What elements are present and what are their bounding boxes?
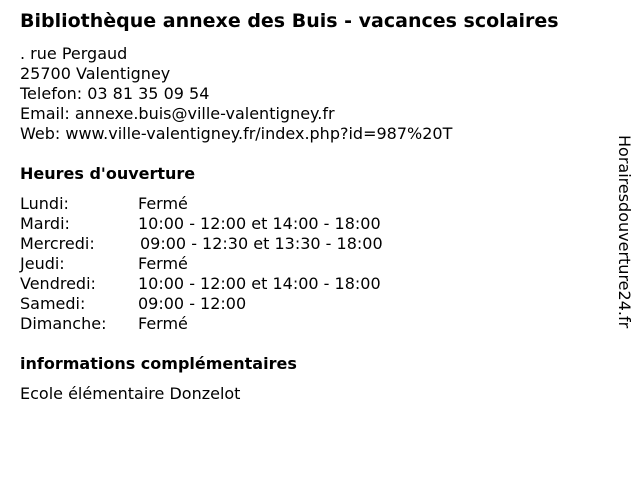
time-value: Fermé <box>138 254 188 273</box>
additional-info-heading: informations complémentaires <box>20 354 297 373</box>
address-city: 25700 Valentigney <box>20 64 171 83</box>
watermark <box>611 135 637 370</box>
day-label: Dimanche: <box>20 314 107 333</box>
day-label: Mercredi: <box>20 234 95 253</box>
website-url: Web: www.ville-valentigney.fr/index.php?id=987%20T <box>20 124 453 143</box>
time-value: 10:00 - 12:00 et 14:00 - 18:00 <box>138 274 381 293</box>
hours-row-friday <box>20 274 440 294</box>
email-address: Email: annexe.buis@ville-valentigney.fr <box>20 104 335 123</box>
contact-block <box>20 44 452 144</box>
page-title: Bibliothèque annexe des Buis - vacances scolaires <box>20 10 559 32</box>
hours-row-monday <box>20 194 440 214</box>
opening-hours-table <box>20 194 440 334</box>
time-value: Fermé <box>138 194 188 213</box>
hours-row-saturday <box>20 294 440 314</box>
day-label: Mardi: <box>20 214 70 233</box>
time-value: 09:00 - 12:30 et 13:30 - 18:00 <box>140 234 383 253</box>
additional-info-text: Ecole élémentaire Donzelot <box>20 384 241 403</box>
hours-row-tuesday <box>20 214 440 234</box>
hours-row-wednesday <box>20 234 440 254</box>
phone-number: Telefon: 03 81 35 09 54 <box>20 84 210 103</box>
time-value: Fermé <box>138 314 188 333</box>
time-value: 09:00 - 12:00 <box>138 294 247 313</box>
day-label: Jeudi: <box>20 254 65 273</box>
opening-hours-heading: Heures d'ouverture <box>20 164 196 183</box>
hours-row-sunday <box>20 314 440 334</box>
day-label: Lundi: <box>20 194 69 213</box>
time-value: 10:00 - 12:00 et 14:00 - 18:00 <box>138 214 381 233</box>
address-street: . rue Pergaud <box>20 44 128 63</box>
day-label: Samedi: <box>20 294 86 313</box>
day-label: Vendredi: <box>20 274 96 293</box>
hours-row-thursday <box>20 254 440 274</box>
watermark-text: Horairesdouverture24.fr <box>615 135 634 329</box>
